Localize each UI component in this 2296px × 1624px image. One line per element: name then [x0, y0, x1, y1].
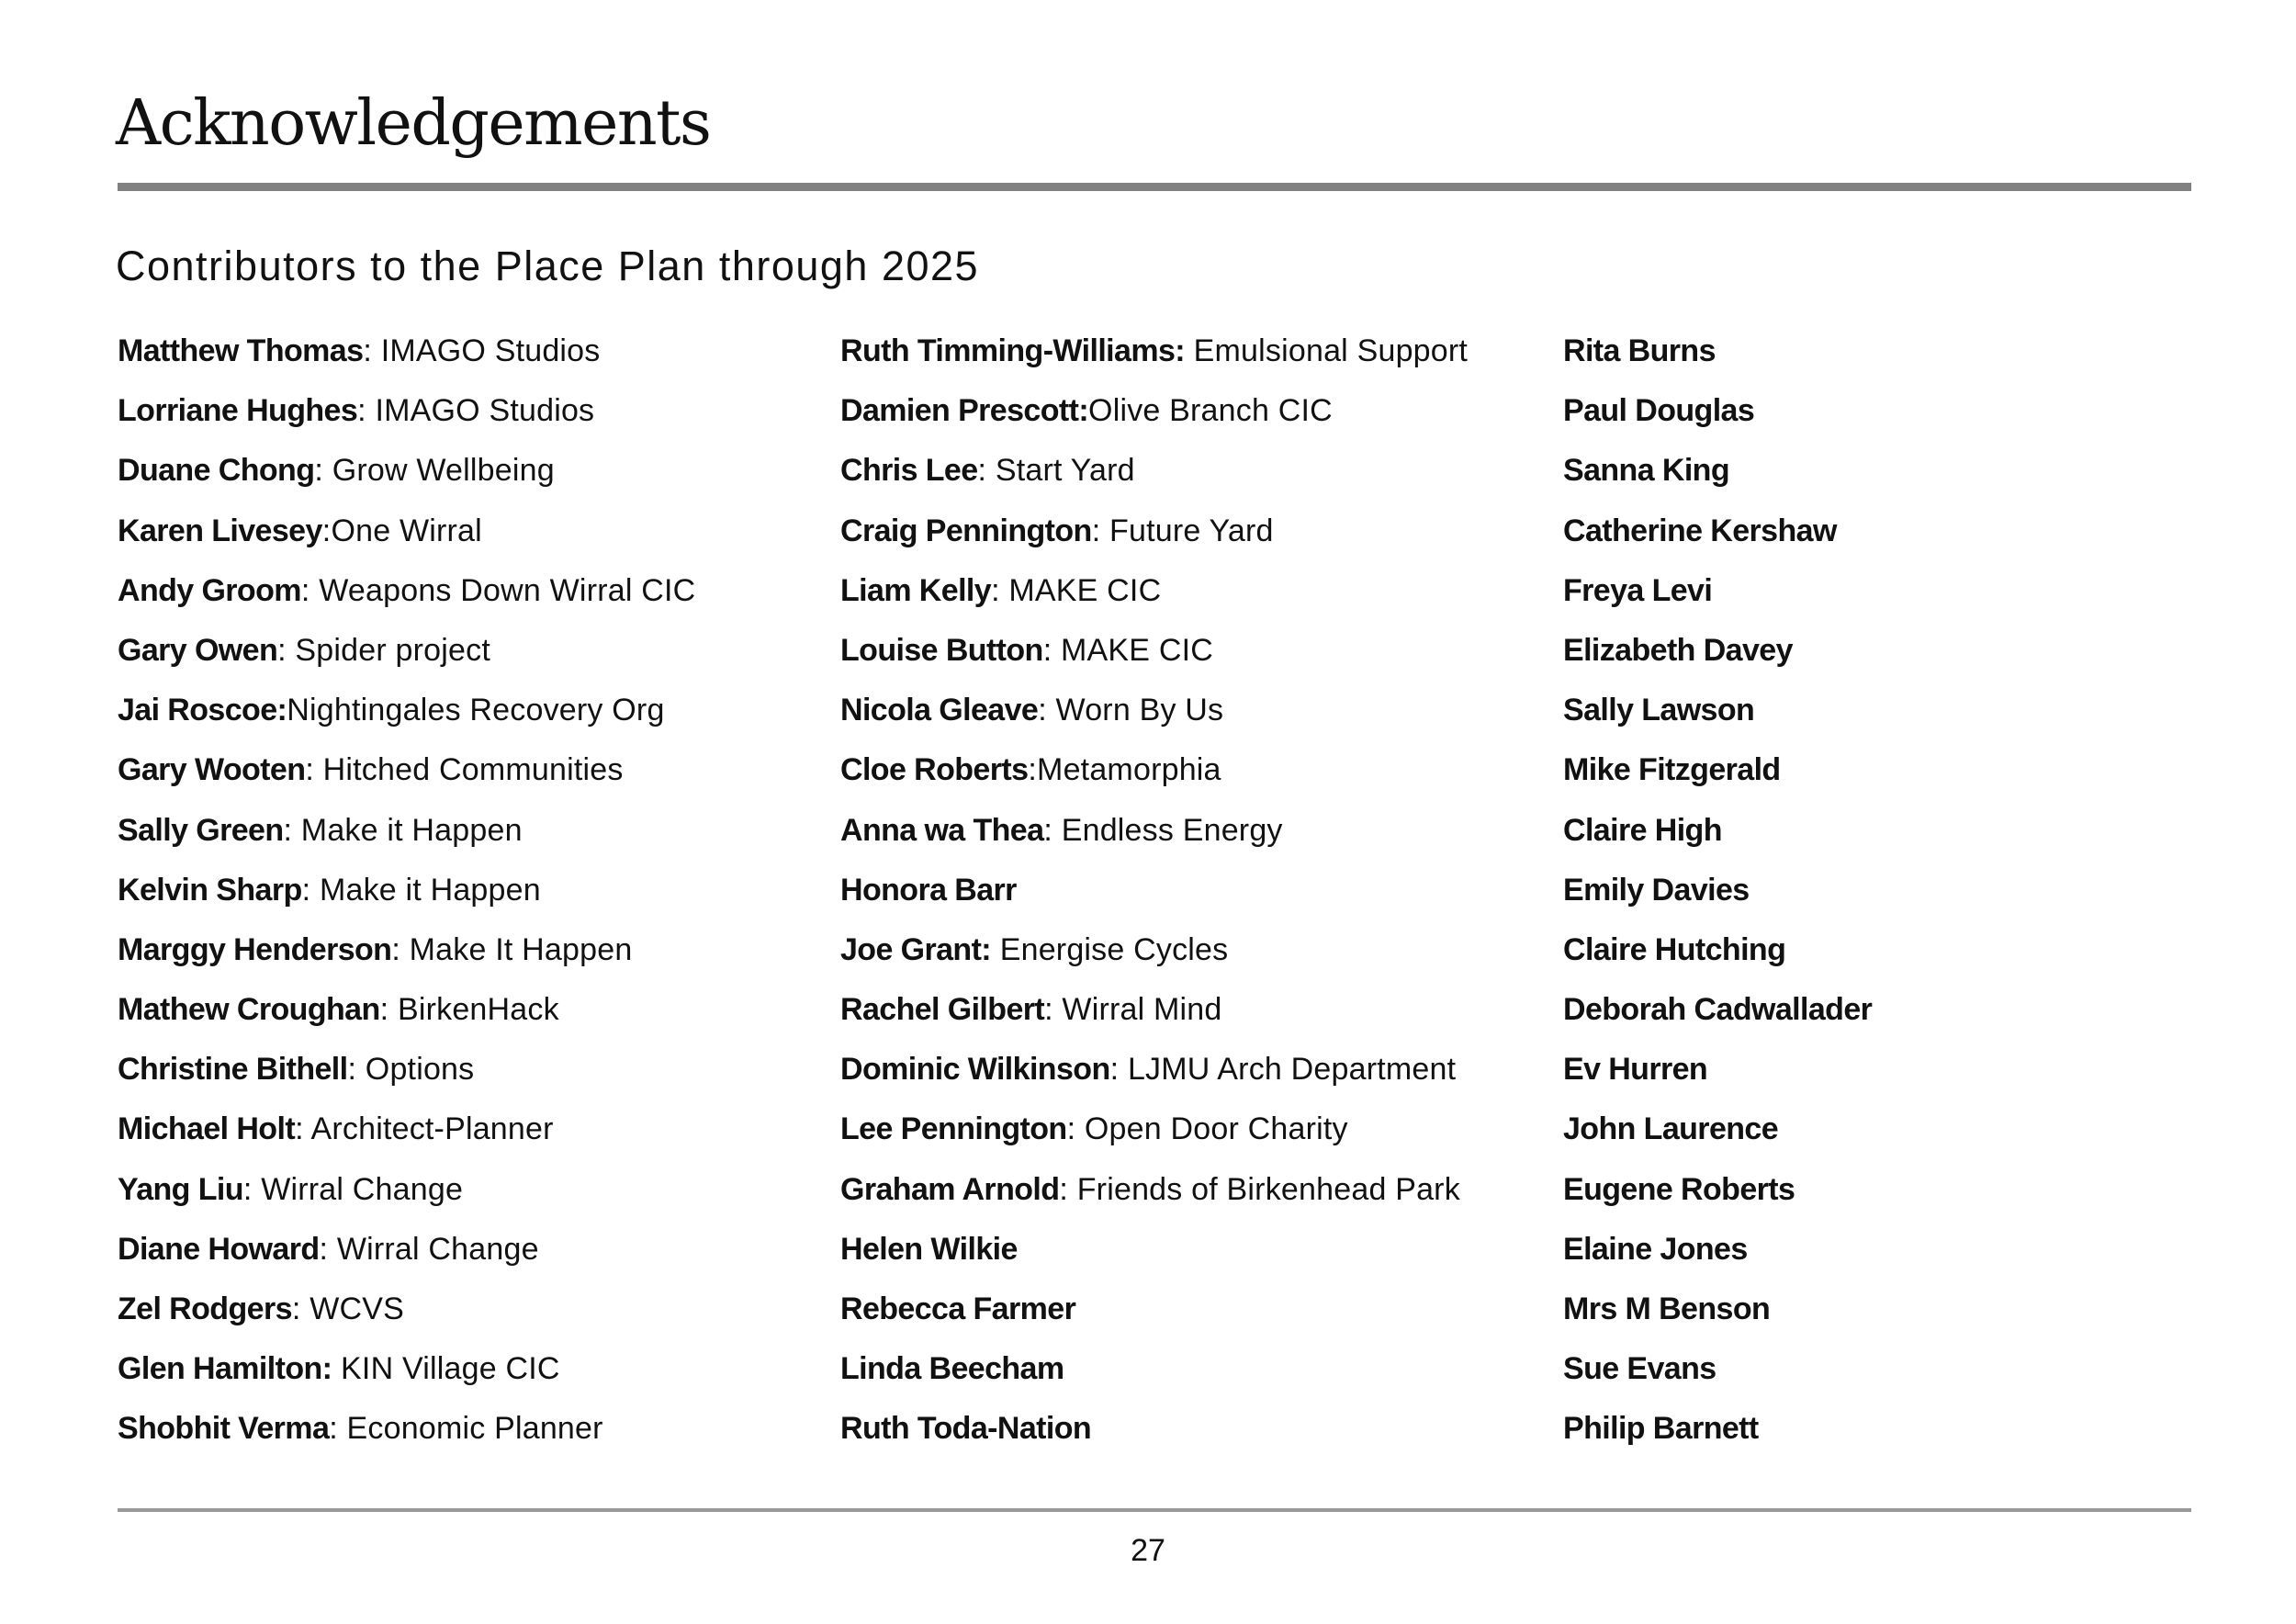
contributor-name: Lee Pennington	[840, 1111, 1067, 1147]
contributor-name: Christine Bithell	[118, 1052, 348, 1088]
contributor-name: Ruth Toda-Nation	[840, 1411, 1092, 1447]
contributor-organisation: LJMU Arch Department	[1127, 1052, 1457, 1088]
contributor-entry	[118, 448, 695, 508]
contributor-name: Ev Hurren	[1563, 1052, 1708, 1088]
contributor-name: Gary Owen	[118, 632, 278, 668]
contributor-organisation: Energise Cycles	[999, 931, 1229, 967]
contributor-separator: :	[1066, 1111, 1085, 1147]
contributor-entry	[840, 1107, 1468, 1167]
contributor-entry	[1563, 1047, 1872, 1107]
contributor-name: Zel Rodgers	[118, 1291, 292, 1326]
section-subtitle: Contributors to the Place Plan through 2025	[116, 242, 980, 289]
contributor-entry	[1563, 1107, 1872, 1167]
contributor-entry	[840, 1347, 1468, 1406]
contributor-entry	[1563, 987, 1872, 1047]
contributor-name: Duane Chong	[118, 453, 315, 489]
contributor-organisation: Grow Wellbeing	[332, 453, 555, 489]
contributor-separator: :	[1028, 752, 1038, 788]
contributor-organisation: Metamorphia	[1037, 752, 1221, 788]
contributor-entry	[118, 1406, 695, 1466]
contributor-separator: :	[1109, 1052, 1128, 1088]
contributor-name: Cloe Roberts	[840, 752, 1029, 788]
contributor-entry	[840, 1167, 1468, 1227]
contributor-separator	[991, 932, 1000, 967]
contributor-name: Lorriane Hughes	[118, 393, 358, 429]
contributor-name: Sally Green	[118, 812, 284, 848]
contributor-name: Jai Roscoe:	[118, 693, 287, 728]
contributor-organisation: Make it Happen	[319, 872, 541, 908]
contributor-separator	[332, 1351, 341, 1386]
contributor-name: Gary Wooten	[118, 752, 306, 788]
contributor-separator: :	[291, 1291, 310, 1326]
contributor-entry	[118, 389, 695, 448]
contributor-entry	[118, 569, 695, 628]
contributor-entry	[118, 1347, 695, 1406]
contributor-separator: :	[305, 752, 323, 788]
contributor-name: Mike Fitzgerald	[1563, 752, 1781, 788]
contributor-entry	[840, 1047, 1468, 1107]
contributor-name: Chris Lee	[840, 453, 978, 489]
contributor-organisation: Wirral Change	[261, 1171, 464, 1207]
contributor-name: Ruth Timming-Williams:	[840, 333, 1185, 368]
contributor-entry	[840, 808, 1468, 868]
contributor-name: Elaine Jones	[1563, 1231, 1748, 1267]
contributor-entry	[118, 868, 695, 928]
contributor-name: Sally Lawson	[1563, 693, 1755, 728]
contributor-name: Rita Burns	[1563, 333, 1716, 368]
contributor-organisation: Wirral Change	[336, 1231, 539, 1267]
contributor-separator: :	[321, 513, 332, 548]
contributor-entry	[840, 628, 1468, 688]
contributor-separator	[1185, 333, 1194, 368]
contributor-entry	[840, 1287, 1468, 1347]
contributor-name: Helen Wilkie	[840, 1231, 1018, 1267]
contributor-organisation: Endless Energy	[1061, 812, 1283, 848]
contributor-name: Mathew Croughan	[118, 992, 380, 1028]
contributor-separator: :	[991, 572, 1009, 608]
contributor-entry	[1563, 928, 1872, 987]
contributor-name: Yang Liu	[118, 1171, 243, 1207]
contributor-entry	[118, 509, 695, 569]
contributor-entry	[840, 389, 1468, 448]
contributor-name: Elizabeth Davey	[1563, 632, 1793, 668]
contributor-separator: :	[300, 572, 320, 608]
page-number: 27	[1131, 1533, 1165, 1568]
contributor-organisation: Worn By Us	[1055, 693, 1224, 728]
contributor-separator: :	[1044, 992, 1063, 1028]
contributor-entry	[1563, 569, 1872, 628]
contributors-column-3	[1563, 329, 1872, 1467]
contributor-organisation: Start Yard	[995, 453, 1135, 489]
contributor-entry	[118, 628, 695, 688]
contributor-organisation: One Wirral	[331, 513, 482, 548]
contributor-separator: :	[1059, 1171, 1077, 1207]
contributor-entry	[1563, 628, 1872, 688]
contributor-organisation: MAKE CIC	[1008, 572, 1162, 608]
contributor-entry	[840, 928, 1468, 987]
contributors-column-2	[840, 329, 1468, 1467]
contributor-name: Damien Prescott:	[840, 393, 1089, 429]
contributor-organisation: Friends of Birkenhead Park	[1076, 1171, 1460, 1207]
contributor-entry	[118, 1047, 695, 1107]
contributor-entry	[1563, 1167, 1872, 1227]
contributor-entry	[118, 1167, 695, 1227]
contributor-name: Matthew Thomas	[118, 333, 364, 368]
contributor-name: Philip Barnett	[1563, 1411, 1759, 1447]
contributor-entry	[118, 1107, 695, 1167]
contributor-separator: :	[379, 992, 398, 1028]
contributor-name: Michael Holt	[118, 1111, 296, 1147]
contributor-name: Sanna King	[1563, 453, 1730, 489]
contributor-separator: :	[314, 453, 332, 489]
contributor-organisation: Open Door Charity	[1084, 1111, 1348, 1147]
contributor-entry	[840, 748, 1468, 807]
contributor-organisation: Make it Happen	[300, 812, 523, 848]
footer-divider	[118, 1508, 2191, 1512]
contributor-name: Rachel Gilbert	[840, 992, 1045, 1028]
contributor-entry	[118, 1287, 695, 1347]
contributor-organisation: MAKE CIC	[1061, 632, 1213, 668]
contributor-organisation: WCVS	[310, 1291, 404, 1326]
contributor-entry	[840, 448, 1468, 508]
contributor-name: Sue Evans	[1563, 1351, 1716, 1387]
contributor-entry	[1563, 1347, 1872, 1406]
contributor-entry	[118, 1227, 695, 1287]
contributor-organisation: KIN Village CIC	[341, 1351, 560, 1387]
contributor-name: Anna wa Thea	[840, 812, 1044, 848]
contributor-name: Liam Kelly	[840, 572, 992, 608]
contributor-name: Karen Livesey	[118, 513, 322, 548]
contributor-entry	[840, 329, 1468, 389]
contributor-name: Glen Hamilton:	[118, 1351, 332, 1387]
contributor-name: Deborah Cadwallader	[1563, 992, 1873, 1028]
contributor-entry	[1563, 1287, 1872, 1347]
contributor-name: Shobhit Verma	[118, 1411, 330, 1447]
contributors-column-1	[118, 329, 695, 1467]
contributor-name: Eugene Roberts	[1563, 1171, 1795, 1207]
contributor-entry	[1563, 688, 1872, 748]
contributor-name: Emily Davies	[1563, 872, 1750, 908]
contributor-organisation: Nightingales Recovery Org	[287, 693, 665, 728]
contributor-name: Rebecca Farmer	[840, 1291, 1076, 1326]
contributor-entry	[1563, 868, 1872, 928]
contributor-entry	[118, 808, 695, 868]
contributor-separator: :	[242, 1171, 262, 1207]
contributor-organisation: Weapons Down Wirral CIC	[319, 572, 696, 608]
contributor-name: Paul Douglas	[1563, 393, 1755, 429]
page-title: Acknowledgements	[116, 87, 711, 160]
contributor-name: Dominic Wilkinson	[840, 1052, 1110, 1088]
contributor-organisation: Make It Happen	[409, 931, 633, 967]
contributor-organisation: Architect-Planner	[310, 1111, 554, 1147]
title-divider	[118, 183, 2191, 191]
contributor-organisation: Future Yard	[1109, 513, 1274, 548]
contributor-entry	[1563, 329, 1872, 389]
contributor-organisation: Wirral Mind	[1062, 992, 1222, 1028]
contributor-name: Claire High	[1563, 812, 1722, 848]
contributor-name: Freya Levi	[1563, 572, 1713, 608]
contributor-organisation: Options	[365, 1052, 475, 1088]
contributor-entry	[1563, 389, 1872, 448]
contributor-entry	[840, 1227, 1468, 1287]
contributor-entry	[840, 509, 1468, 569]
contributor-name: John Laurence	[1563, 1111, 1779, 1147]
contributor-name: Nicola Gleave	[840, 693, 1039, 728]
contributor-separator: :	[277, 632, 296, 668]
contributor-entry	[118, 928, 695, 987]
contributor-separator: :	[319, 1231, 337, 1267]
contributor-entry	[1563, 808, 1872, 868]
contributor-name: Louise Button	[840, 632, 1043, 668]
contributor-entry	[1563, 509, 1872, 569]
contributor-name: Graham Arnold	[840, 1171, 1060, 1207]
contributor-entry	[840, 868, 1468, 928]
contributor-name: Marggy Henderson	[118, 931, 392, 967]
contributor-separator: :	[295, 1111, 311, 1147]
contributor-entry	[840, 688, 1468, 748]
contributor-name: Andy Groom	[118, 572, 301, 608]
contributor-separator: :	[283, 812, 301, 848]
contributor-separator: :	[1043, 812, 1062, 848]
contributor-separator: :	[1038, 693, 1056, 728]
contributor-entry	[1563, 1406, 1872, 1466]
contributor-name: Craig Pennington	[840, 513, 1092, 548]
contributor-entry	[118, 748, 695, 807]
contributor-entry	[840, 987, 1468, 1047]
contributor-organisation: Economic Planner	[346, 1411, 603, 1447]
contributor-entry	[1563, 1227, 1872, 1287]
contributor-separator: :	[391, 931, 410, 967]
contributor-separator: :	[301, 872, 320, 908]
contributor-separator: :	[329, 1411, 347, 1447]
contributor-name: Diane Howard	[118, 1231, 320, 1267]
contributor-name: Kelvin Sharp	[118, 872, 302, 908]
contributor-name: Honora Barr	[840, 872, 1017, 908]
contributor-organisation: IMAGO Studios	[380, 333, 601, 368]
contributor-separator: :	[977, 453, 996, 489]
contributor-name: Linda Beecham	[840, 1351, 1064, 1387]
contributor-organisation: BirkenHack	[397, 992, 559, 1028]
contributor-separator: :	[347, 1052, 366, 1088]
contributor-entry	[1563, 748, 1872, 807]
contributor-name: Mrs M Benson	[1563, 1291, 1771, 1326]
contributor-organisation: Olive Branch CIC	[1088, 393, 1333, 429]
contributor-entry	[840, 569, 1468, 628]
contributor-organisation: Spider project	[295, 632, 490, 668]
contributor-entry	[118, 987, 695, 1047]
contributor-organisation: IMAGO Studios	[375, 393, 595, 429]
contributor-name: Catherine Kershaw	[1563, 513, 1837, 548]
contributor-separator: :	[1042, 632, 1062, 668]
contributor-name: Joe Grant:	[840, 931, 992, 967]
contributor-separator: :	[363, 333, 381, 368]
contributor-entry	[1563, 448, 1872, 508]
contributor-name: Claire Hutching	[1563, 931, 1786, 967]
contributor-entry	[118, 329, 695, 389]
contributor-entry	[118, 688, 695, 748]
contributor-entry	[840, 1406, 1468, 1466]
contributor-organisation: Hitched Communities	[322, 752, 624, 788]
contributor-separator: :	[357, 393, 376, 429]
contributor-separator: :	[1091, 513, 1110, 548]
contributor-organisation: Emulsional Support	[1193, 333, 1469, 368]
